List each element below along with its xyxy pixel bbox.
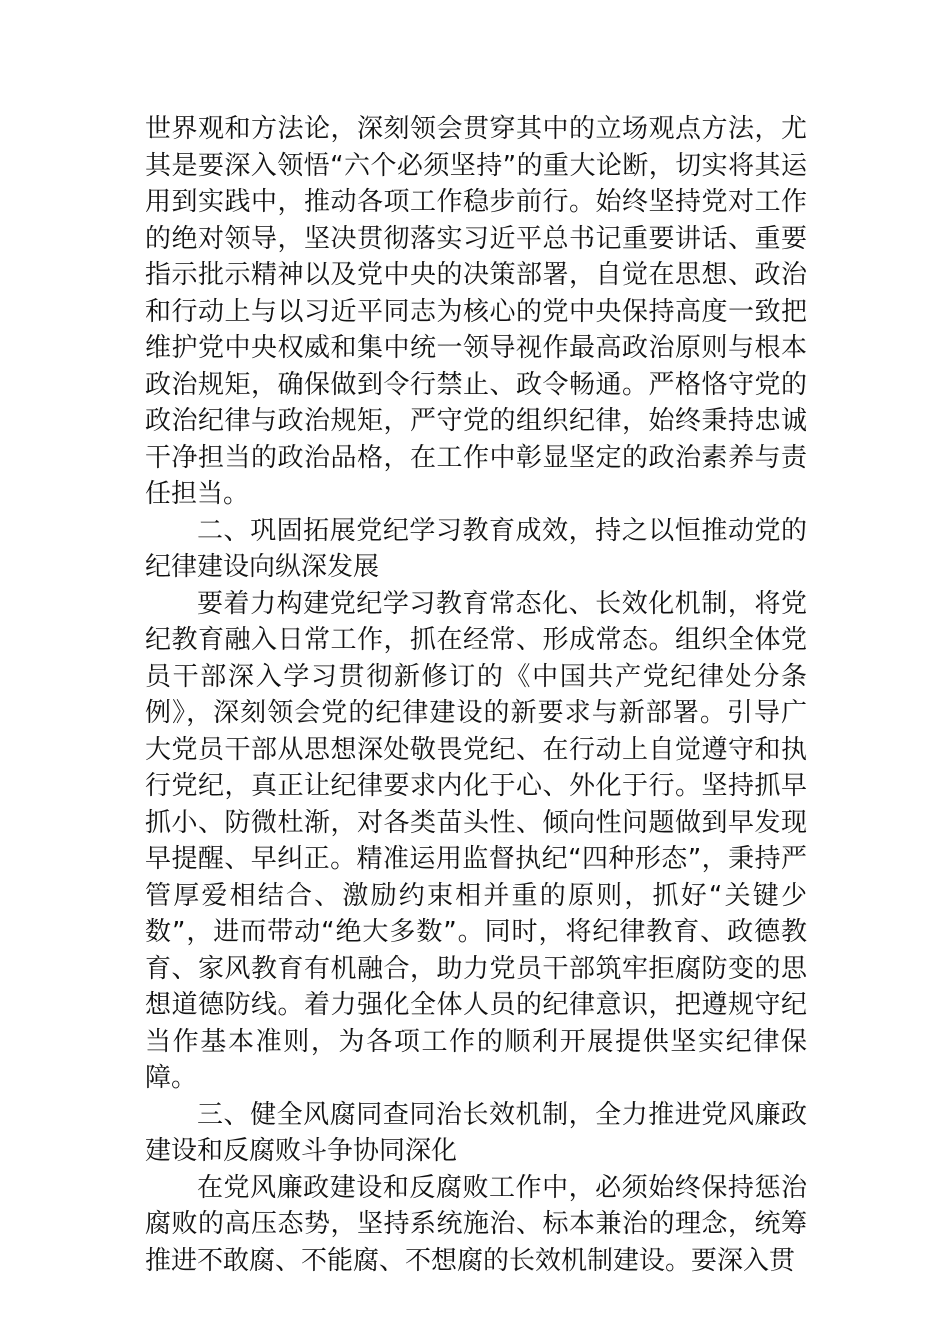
document-page [145, 111, 807, 1279]
section-heading: 二、巩固拓展党纪学习教育成效，持之以恒推动党的纪律建设向纵深发展 [145, 515, 807, 582]
body-paragraph: 在党风廉政建设和反腐败工作中，必须始终保持惩治腐败的高压态势，坚持系统施治、标本兼治的理念，统筹推进不敢腐、不能腐、不想腐的长效机制建设。要深入贯 [145, 1172, 807, 1276]
body-paragraph: 要着力构建党纪学习教育常态化、长效化机制，将党纪教育融入日常工作，抓在经常、形成常态。组织全体党员干部深入学习贯彻新修订的《中国共产党纪律处分条例》，深刻领会党的纪律建设的新要求与新部署。引导广大党员干部从思想深处敬畏党纪、在行动上自觉遵守和执行党纪，真正让纪律要求内化于心、外化于行。坚持抓早抓小、防微杜渐，对各类苗头性、倾向性问题做到早发现早提醒、早纠正。精准运用监督执纪“四种形态”，秉持严管厚爱相结合、激励约束相并重的原则，抓好“关键少数”，进而带动“绝大多数”。同时，将纪律教育、政德教育、家风教育有机融合，助力党员干部筑牢拒腐防变的思想道德防线。着力强化全体人员的纪律意识，把遵规守纪当作基本准则，为各项工作的顺利开展提供坚实纪律保障。 [145, 588, 807, 1093]
section-heading: 三、健全风腐同查同治长效机制，全力推进党风廉政建设和反腐败斗争协同深化 [145, 1099, 807, 1166]
body-paragraph: 世界观和方法论，深刻领会贯穿其中的立场观点方法，尤其是要深入领悟“六个必须坚持”的重大论断，切实将其运用到实践中，推动各项工作稳步前行。始终坚持党对工作的绝对领导，坚决贯彻落实习近平总书记重要讲话、重要指示批示精神以及党中央的决策部署，自觉在思想、政治和行动上与以习近平同志为核心的党中央保持高度一致把维护党中央权威和集中统一领导视作最高政治原则与根本政治规矩，确保做到令行禁止、政令畅通。严格恪守党的政治纪律与政治规矩，严守党的组织纪律，始终秉持忠诚干净担当的政治品格，在工作中彰显坚定的政治素养与责任担当。 [145, 114, 807, 509]
